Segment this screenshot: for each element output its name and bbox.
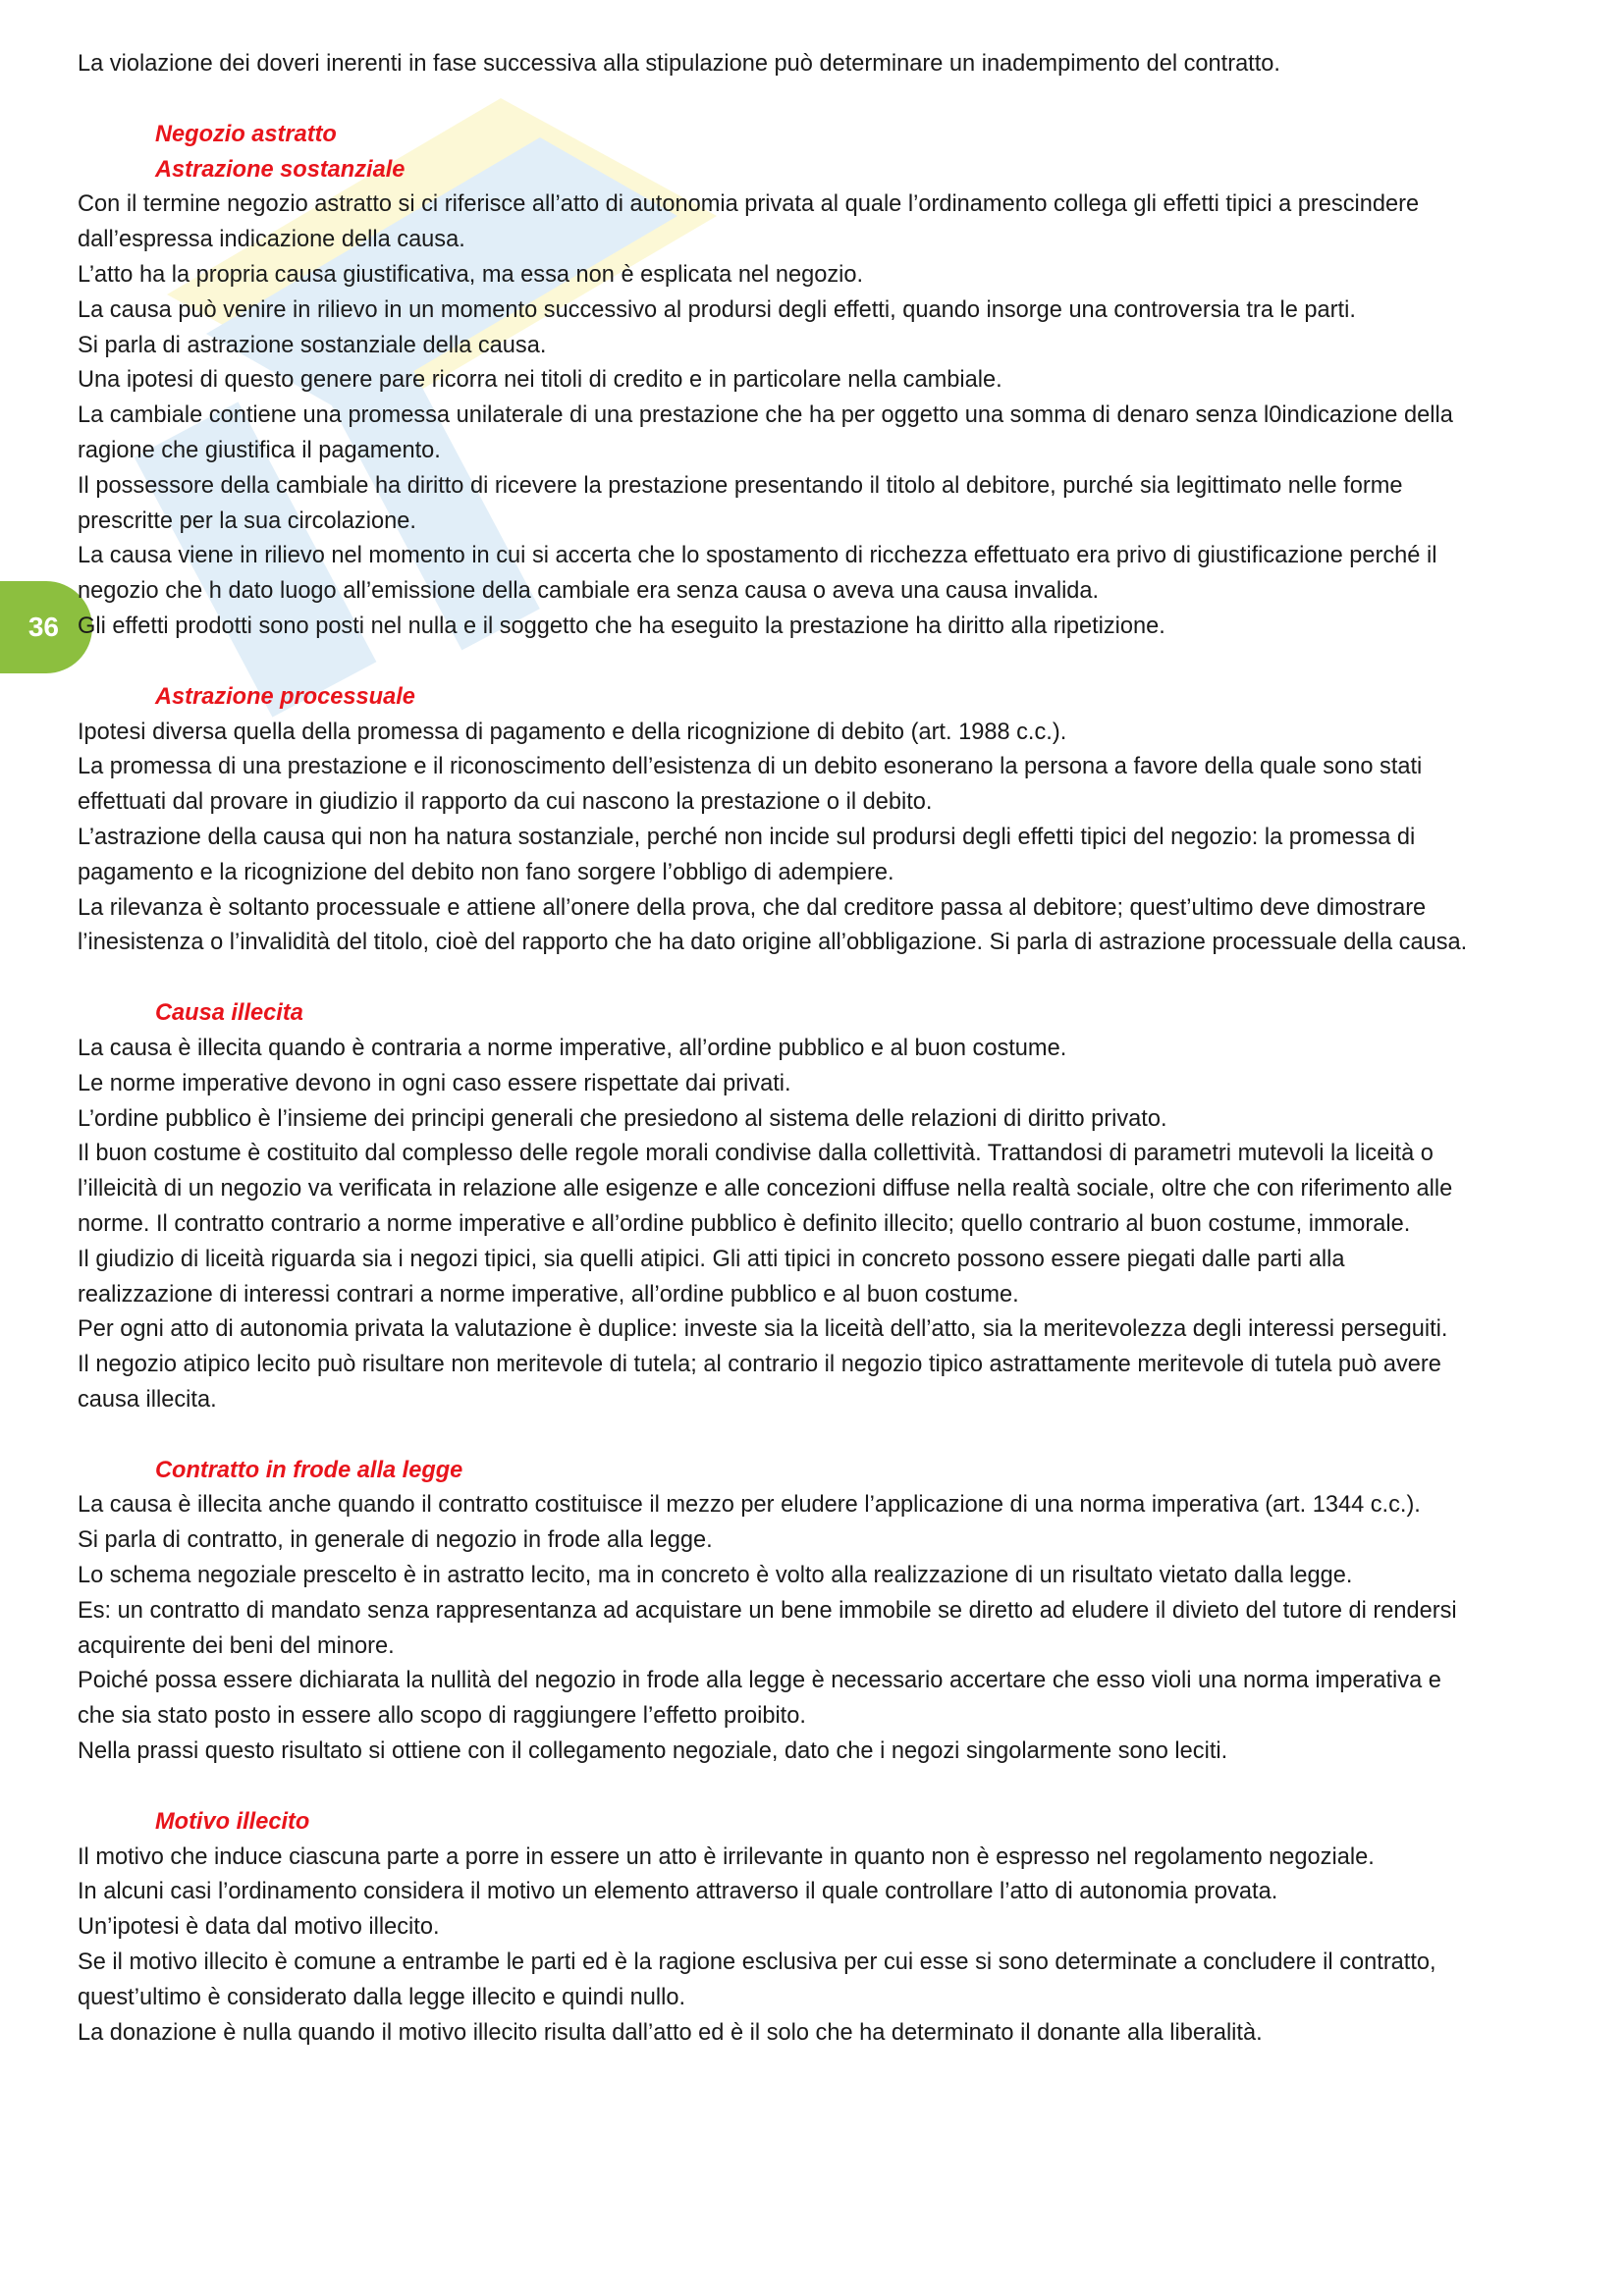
body-paragraph: Un’ipotesi è data dal motivo illecito. bbox=[78, 1914, 440, 1941]
body-paragraph: Se il motivo illecito è comune a entrambe le parti ed è la ragione esclusiva per cui esse si sono determinate a concludere il contratto, quest’ultimo è considerato dalla legge illecito e quindi nullo. bbox=[78, 1949, 1436, 2010]
section-heading: Motivo illecito bbox=[155, 1808, 310, 1835]
body-paragraph: La causa è illecita quando è contraria a norme imperative, all’ordine pubblico e al buon costume. bbox=[78, 1035, 1067, 1061]
body-paragraph: La promessa di una prestazione e il riconoscimento dell’esistenza di un debito esonerano la persona a favore della quale sono stati effettuati dal provare in giudizio il rapporto da cui nascono la prestazione o il debito. bbox=[78, 754, 1423, 816]
body-paragraph: La causa può venire in rilievo in un momento successivo al prodursi degli effetti, quando insorge una controversia tra le parti. bbox=[78, 296, 1356, 323]
body-paragraph: Per ogni atto di autonomia privata la valutazione è duplice: investe sia la liceità dell’atto, sia la meritevolezza degli interessi perseguiti. bbox=[78, 1316, 1448, 1343]
body-paragraph: Poiché possa essere dichiarata la nullità del negozio in frode alla legge è necessario accertare che esso violi una norma imperativa e che sia stato posto in essere allo scopo di raggiungere l’effetto proibito. bbox=[78, 1668, 1441, 1730]
body-paragraph: Es: un contratto di mandato senza rappresentanza ad acquistare un bene immobile se diretto ad eludere il divieto del tutore di rendersi acquirente dei beni del minore. bbox=[78, 1597, 1457, 1659]
paragraph-gap bbox=[78, 645, 1482, 680]
section-heading: Astrazione processuale bbox=[155, 683, 415, 710]
paragraph-gap bbox=[78, 961, 1482, 996]
body-paragraph: Il negozio atipico lecito può risultare non meritevole di tutela; al contrario il negozio tipico astrattamente meritevole di tutela può avere causa illecita. bbox=[78, 1352, 1441, 1413]
body-paragraph: L’astrazione della causa qui non ha natura sostanziale, perché non incide sul prodursi degli effetti tipici del negozio: la promessa di pagamento e la ricognizione del debito non fano sorgere l’obbligo di adempiere. bbox=[78, 824, 1416, 885]
body-paragraph: Il giudizio di liceità riguarda sia i negozi tipici, sia quelli atipici. Gli atti tipici in concreto possono essere piegati dalle parti alla realizzazione di interessi contrari a norme imperative, all’ordine pubblico e al buon costume. bbox=[78, 1246, 1345, 1308]
body-paragraph: Una ipotesi di questo genere pare ricorra nei titoli di credito e in particolare nella cambiale. bbox=[78, 367, 1002, 394]
body-paragraph: La violazione dei doveri inerenti in fase successiva alla stipulazione può determinare un inadempimento del contratto. bbox=[78, 51, 1280, 77]
body-paragraph: Si parla di contratto, in generale di negozio in frode alla legge. bbox=[78, 1527, 713, 1554]
body-paragraph: Il buon costume è costituito dal complesso delle regole morali condivise dalla collettività. Trattandosi di parametri mutevoli la liceità o l’illeicità di un negozio va verificata in relazione alle esigenze e alle concezioni diffuse nella realtà sociale, oltre che con riferimento alle norme. Il contratto contrario a norme imperative e all’ordine pubblico è definito illecito; quello contrario al buon costume, immorale. bbox=[78, 1141, 1453, 1237]
section-heading: Causa illecita bbox=[155, 1000, 303, 1027]
body-paragraph: La cambiale contiene una promessa unilaterale di una prestazione che ha per oggetto una somma di denaro senza l0indicazione della ragione che giustifica il pagamento. bbox=[78, 402, 1453, 463]
body-paragraph: Le norme imperative devono in ogni caso essere rispettate dai privati. bbox=[78, 1070, 791, 1096]
body-paragraph: La rilevanza è soltanto processuale e attiene all’onere della prova, che dal creditore passa al debitore; quest’ultimo deve dimostrare l’inesistenza o l’invalidità del titolo, cioè del rapporto che ha dato origine all’obbligazione. Si parla di astrazione processuale della causa. bbox=[78, 894, 1468, 956]
body-paragraph: Gli effetti prodotti sono posti nel nulla e il soggetto che ha eseguito la prestazione ha diritto alla ripetizione. bbox=[78, 613, 1165, 639]
body-paragraph: Si parla di astrazione sostanziale della causa. bbox=[78, 332, 547, 358]
body-paragraph: Lo schema negoziale prescelto è in astratto lecito, ma in concreto è volto alla realizzazione di un risultato vietato dalla legge. bbox=[78, 1563, 1353, 1589]
section-heading: Negozio astratto bbox=[155, 121, 337, 147]
paragraph-gap bbox=[78, 82, 1482, 118]
body-paragraph: Il motivo che induce ciascuna parte a porre in essere un atto è irrilevante in quanto non è espresso nel regolamento negoziale. bbox=[78, 1843, 1375, 1870]
body-paragraph: Con il termine negozio astratto si ci riferisce all’atto di autonomia privata al quale l’ordinamento collega gli effetti tipici a prescindere dall’espressa indicazione della causa. bbox=[78, 191, 1420, 253]
body-paragraph: In alcuni casi l’ordinamento considera il motivo un elemento attraverso il quale controllare l’atto di autonomia provata. bbox=[78, 1879, 1278, 1905]
body-paragraph: La causa viene in rilievo nel momento in cui si accerta che lo spostamento di ricchezza effettuato era privo di giustificazione perché il negozio che h dato luogo all’emissione della cambiale era senza causa o aveva una causa invalida. bbox=[78, 543, 1437, 605]
section-heading: Contratto in frode alla legge bbox=[155, 1457, 463, 1483]
body-paragraph: L’atto ha la propria causa giustificativa, ma essa non è esplicata nel negozio. bbox=[78, 261, 864, 288]
body-paragraph: L’ordine pubblico è l’insieme dei principi generali che presiedono al sistema delle relazioni di diritto privato. bbox=[78, 1105, 1167, 1132]
body-paragraph: La donazione è nulla quando il motivo illecito risulta dall’atto ed è il solo che ha determinato il donante alla liberalità. bbox=[78, 2019, 1263, 2046]
page-number: 36 bbox=[27, 612, 59, 642]
body-paragraph: Il possessore della cambiale ha diritto di ricevere la prestazione presentando il titolo al debitore, purché sia legittimato nelle forme prescritte per la sua circolazione. bbox=[78, 472, 1403, 534]
body-paragraph: La causa è illecita anche quando il contratto costituisce il mezzo per eludere l’applicazione di una norma imperativa (art. 1344 c.c.). bbox=[78, 1492, 1421, 1519]
section-heading: Astrazione sostanziale bbox=[155, 156, 406, 183]
body-paragraph: Nella prassi questo risultato si ottiene con il collegamento negoziale, dato che i negozi singolarmente sono leciti. bbox=[78, 1738, 1228, 1765]
document-body bbox=[78, 47, 1482, 2051]
paragraph-gap bbox=[78, 1770, 1482, 1805]
body-paragraph: Ipotesi diversa quella della promessa di pagamento e della ricognizione di debito (art. 1988 c.c.). bbox=[78, 719, 1067, 745]
paragraph-gap bbox=[78, 1418, 1482, 1454]
